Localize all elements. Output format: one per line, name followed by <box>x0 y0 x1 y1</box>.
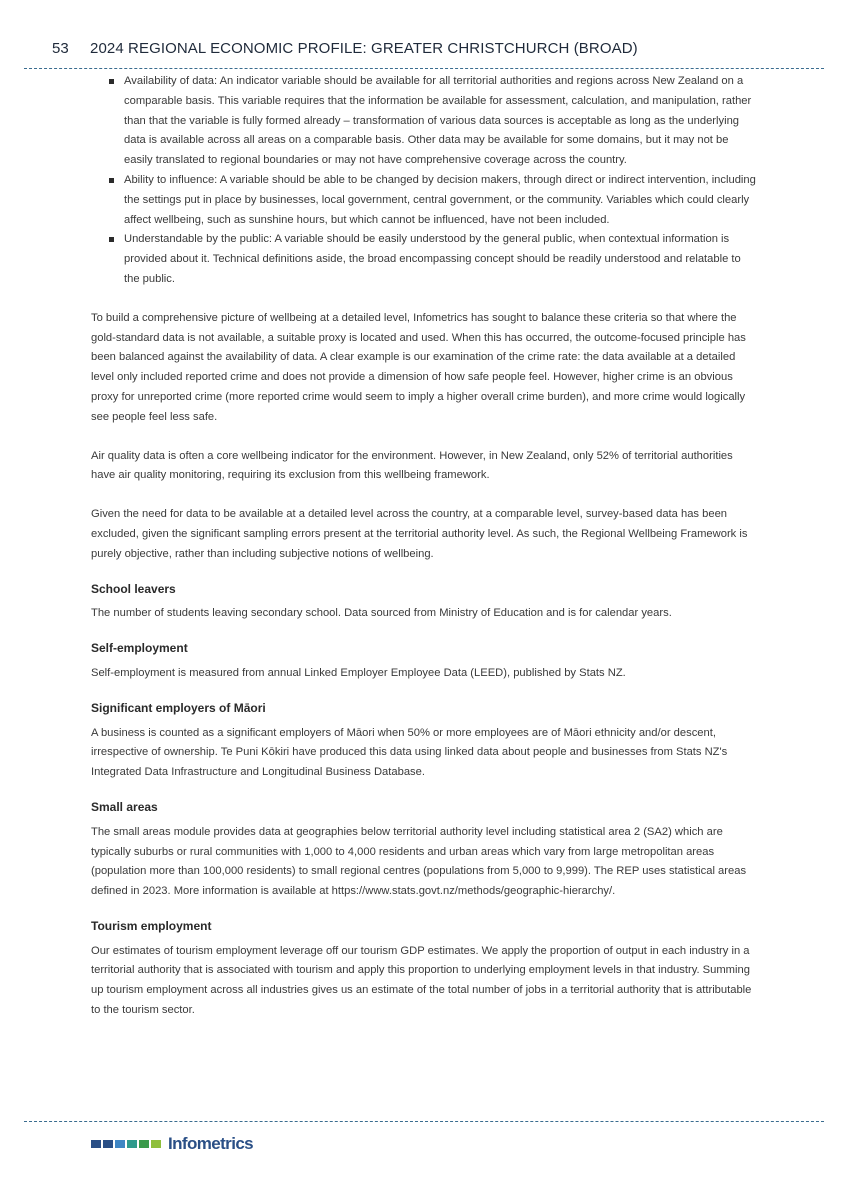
page-number: 53 <box>52 40 69 57</box>
logo-block <box>115 1140 125 1148</box>
page-header <box>52 40 638 57</box>
section-text: Self-employment is measured from annual Linked Employer Employee Data (LEED), published by Stats NZ. <box>91 666 626 679</box>
list-item <box>91 171 759 230</box>
bullet-icon <box>109 237 114 242</box>
body-paragraph: To build a comprehensive picture of wellbeing at a detailed level, Infometrics has sought to balance these criteria so that where the gold-standard data is not available, a suitable proxy is located and used. When this has occurred, the outcome-focused principle has been balanced against the availability of data. A clear example is our examination of the crime rate: the data available at a detailed level only included reported crime and does not provide a dimension of how safe people feel. However, higher crime is an obvious proxy for unreported crime (more reported crime would seem to imply a higher overall crime burden), and more crime would logically see people feel less safe. <box>91 311 746 423</box>
body-paragraph: Air quality data is often a core wellbeing indicator for the environment. However, in New Zealand, only 52% of territorial authorities have air quality monitoring, requiring its exclusion from this wellbeing framework. <box>91 449 733 482</box>
section-heading: Tourism employment <box>91 918 212 933</box>
section-heading: School leavers <box>91 581 176 596</box>
list-item <box>91 230 759 289</box>
section-text: The number of students leaving secondary school. Data sourced from Ministry of Education and is for calendar years. <box>91 607 672 620</box>
section-heading: Small areas <box>91 799 158 814</box>
section-heading: Self-employment <box>91 641 188 656</box>
section-text: A business is counted as a significant employers of Māori when 50% or more employees are of Māori ethnicity and/or descent, irrespective of ownership. Te Puni Kōkiri have produced this data using linked data about people and businesses from Stats NZ's Integrated Data Infrastructure and Longitudinal Business Database. <box>91 726 728 779</box>
section-heading: Significant employers of Māori <box>91 700 266 715</box>
logo-block <box>127 1140 137 1148</box>
list-item-text: Ability to influence: A variable should be able to be changed by decision makers, through direct or indirect intervention, including the settings put in place by businesses, local government, central government, or the community. Variables which could clearly affect wellbeing, such as sunshine hours, but which cannot be influenced, have not been included. <box>124 173 756 226</box>
logo-block <box>91 1140 101 1148</box>
header-divider <box>24 68 824 69</box>
section-text: The small areas module provides data at geographies below territorial authority level including statistical area 2 (SA2) which are typically suburbs or rural communities with 1,000 to 4,000 residents and urban areas which vary from large metropolitan areas (population more than 100,000 residents) to small regional centres (populations from 5,000 to 9,999). The REP uses statistical areas defined in 2023. More information is available at https://www.stats.govt.nz/methods/geographic-hierarchy/. <box>91 825 747 898</box>
logo-block <box>103 1140 113 1148</box>
document-title: 2024 REGIONAL ECONOMIC PROFILE: GREATER CHRISTCHURCH (BROAD) <box>90 40 638 57</box>
bullet-icon <box>109 178 114 183</box>
footer-divider <box>24 1121 824 1122</box>
infometrics-logo <box>91 1134 253 1154</box>
logo-text: Infometrics <box>168 1134 254 1153</box>
logo-block <box>139 1140 149 1148</box>
bullet-icon <box>109 79 114 84</box>
body-paragraph: Given the need for data to be available at a detailed level across the country, at a comparable level, survey-based data has been excluded, given the significant sampling errors present at the territorial authority level. As such, the Regional Wellbeing Framework is purely objective, rather than including subjective notions of wellbeing. <box>91 508 748 560</box>
list-item <box>91 72 759 171</box>
list-item-text: Understandable by the public: A variable should be easily understood by the general public, when contextual information is provided about it. Technical definitions aside, the broad encompassing concept should be readily understood and relatable to the public. <box>124 233 741 285</box>
criteria-list <box>91 72 759 290</box>
list-item-text: Availability of data: An indicator variable should be available for all territorial authorities and regions across New Zealand on a comparable basis. This variable requires that the information be available for assessment, calculation, and manipulation, rather than that the variable is fully formed already – transformation of various data sources is acceptable as long as the underlying data is available across all areas on a comparable basis. Other data may be available for some domains, but it may not be easily translated to regional boundaries or may not have comprehensive coverage across the country. <box>124 75 752 167</box>
logo-block <box>151 1140 161 1148</box>
section-text: Our estimates of tourism employment leverage off our tourism GDP estimates. We apply the proportion of output in each industry in a territorial authority that is associated with tourism and apply this proportion to underlying employment levels in that industry. Summing up tourism employment across all industries gives us an estimate of the total number of jobs in a territorial authority that is attributable to the tourism sector. <box>91 944 752 1017</box>
main-content <box>91 72 759 1021</box>
